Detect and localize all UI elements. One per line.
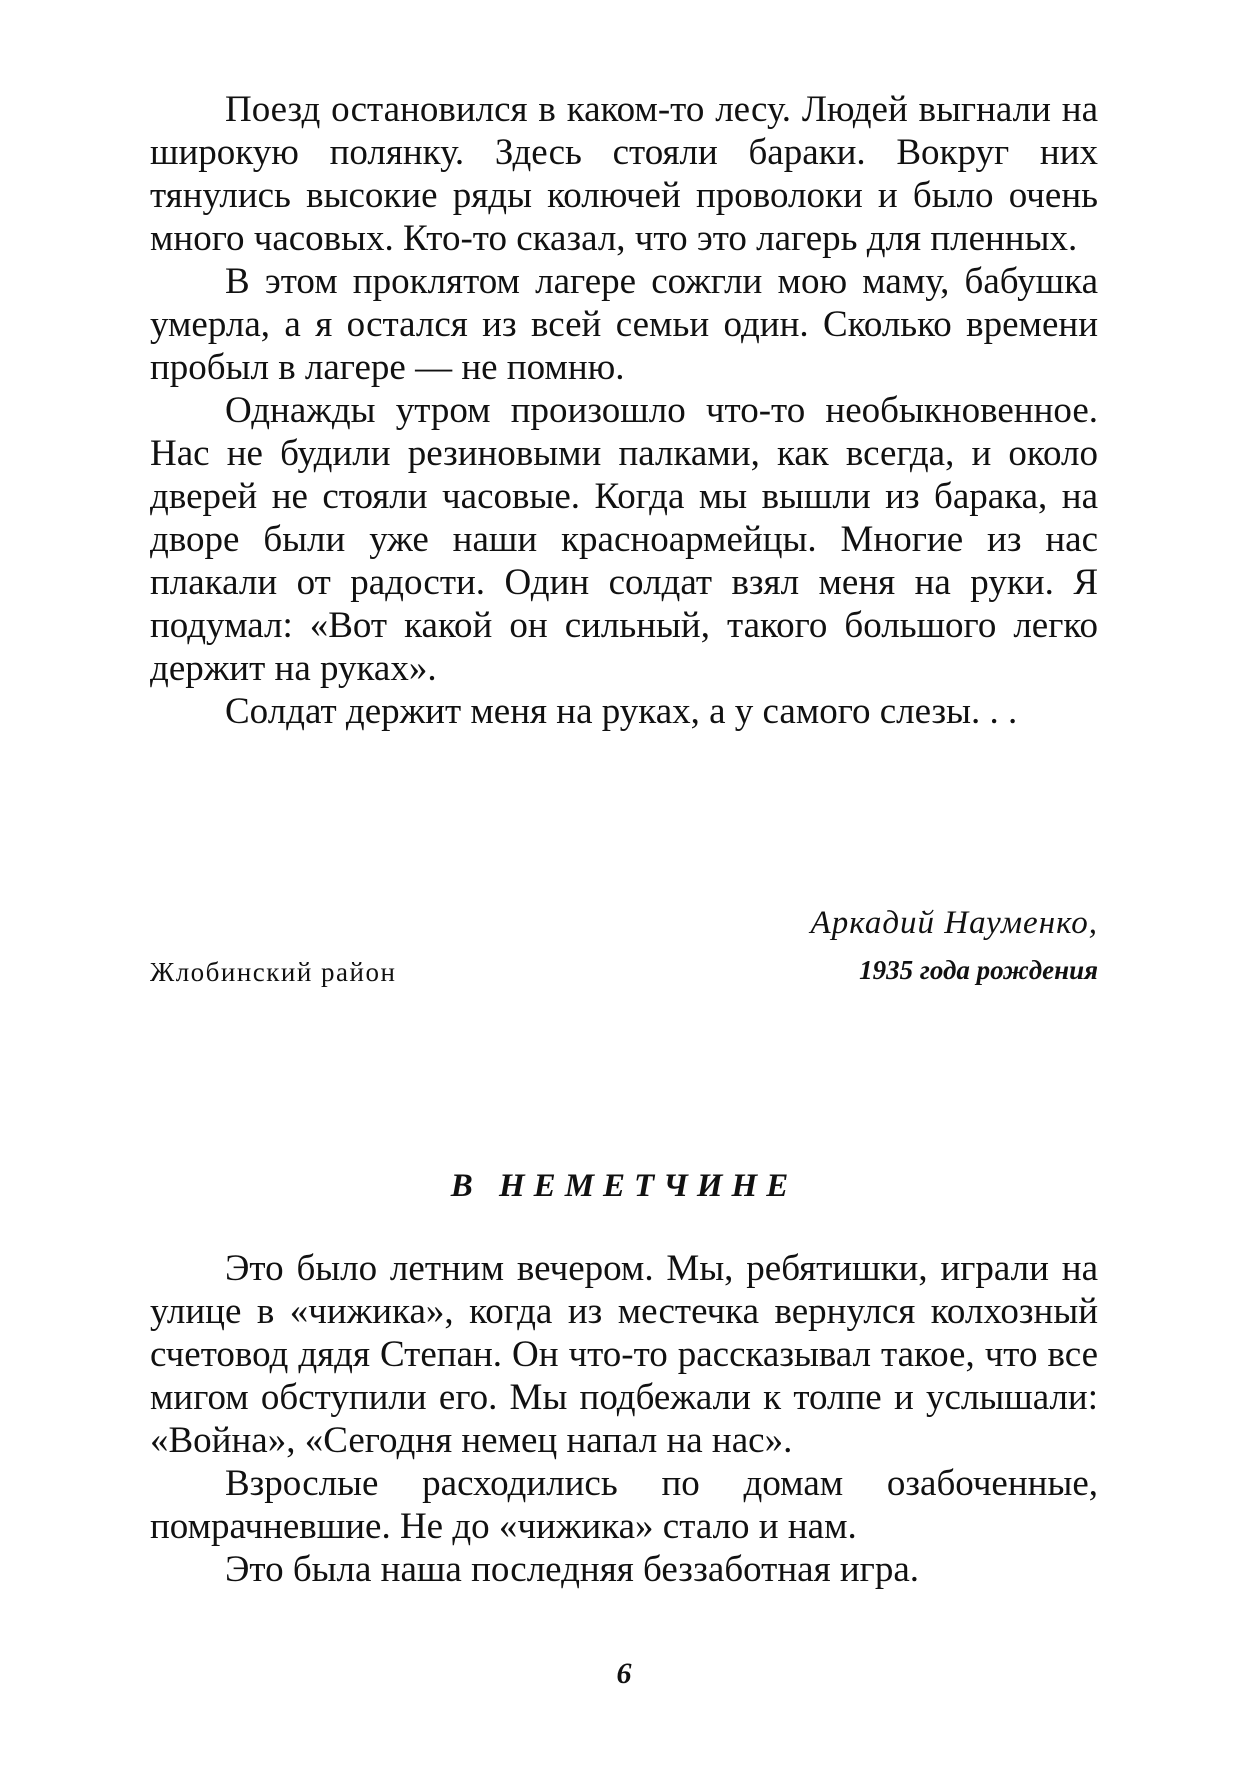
birth-year: 1935 года рождения — [859, 955, 1098, 985]
paragraph: Однажды утром произошло что-то необыкновенное. Нас не будили резиновыми палками, как всегда, и около дверей не стояли часовые. Когда мы вышли из барака, на дворе были уже наши красноармейцы. Многие из нас плакали от радости. Один солдат взял меня на руки. Я подумал: «Вот какой он сильный, такого большого легко держит на руках». — [150, 390, 1098, 689]
story-2-body — [150, 1247, 1098, 1591]
signature-block — [150, 905, 1098, 995]
story-1-body — [150, 88, 1098, 733]
paragraph: В этом проклятом лагере сожгли мою маму, бабушка умерла, а я остался из всей семьи один. Сколько времени пробыл в лагере — не помню. — [150, 261, 1098, 388]
paragraph: Взрослые расходились по домам озабоченные, помрачневшие. Не до «чижика» стало и нам. — [150, 1463, 1098, 1547]
section-title: В НЕМЕТЧИНЕ — [450, 1168, 798, 1204]
district-label: Жлобинский район — [150, 957, 397, 987]
paragraph: Поезд остановился в каком-то лесу. Людей выгнали на широкую полянку. Здесь стояли бараки. Вокруг них тянулись высокие ряды колючей проволоки и было очень много часовых. Кто-то сказал, что это лагерь для пленных. — [150, 89, 1098, 259]
paragraph: Солдат держит меня на руках, а у самого слезы. . . — [225, 691, 1018, 732]
page-number: 6 — [616, 1657, 632, 1690]
paragraph: Это было летним вечером. Мы, ребятишки, играли на улице в «чижика», когда из местечка вернулся колхозный счетовод дядя Степан. Он что-то рассказывал такое, что все мигом обступили его. Мы подбежали к толпе и услышали: «Война», «Сегодня немец напал на нас». — [150, 1248, 1098, 1461]
paragraph: Это была наша последняя беззаботная игра. — [225, 1549, 919, 1590]
author-name: Аркадий Науменко, — [810, 905, 1098, 941]
